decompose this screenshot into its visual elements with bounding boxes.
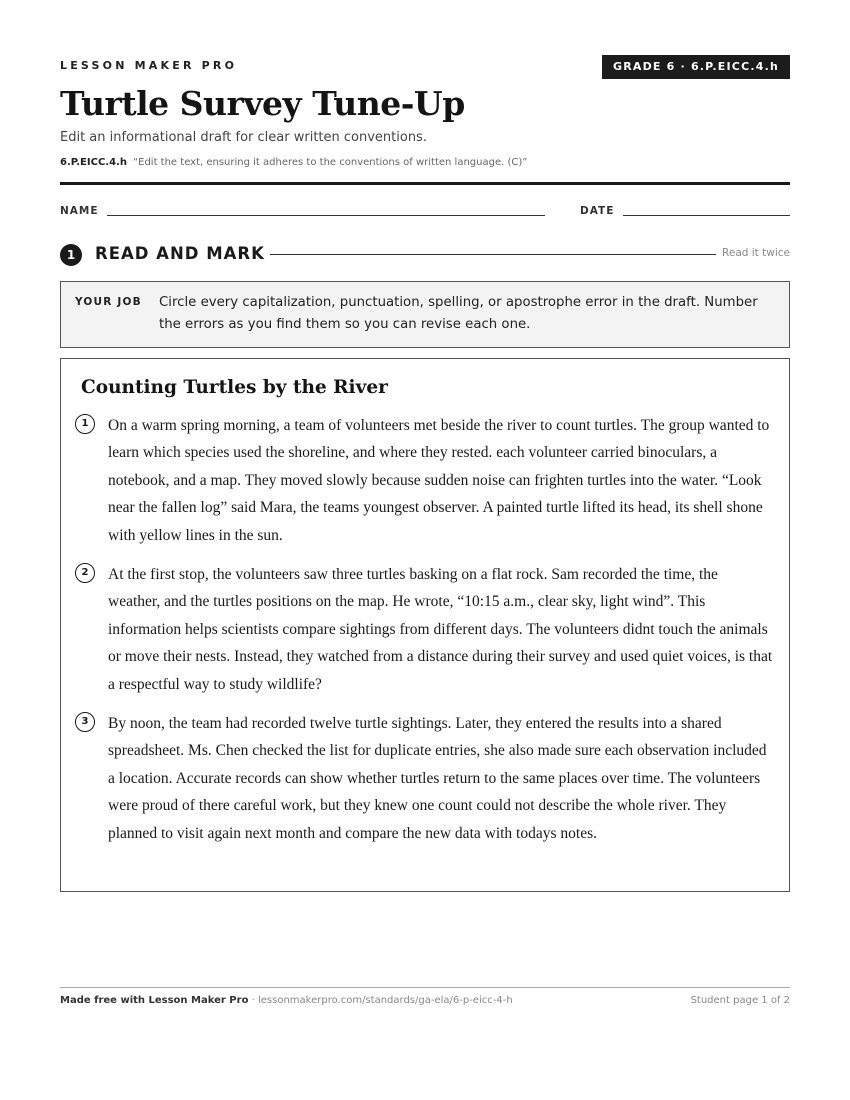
name-label: NAME — [60, 205, 99, 217]
brand-name: LESSON MAKER PRO — [60, 59, 238, 72]
date-label: DATE — [580, 205, 615, 217]
footer-divider — [60, 987, 790, 988]
section-note: Read it twice — [722, 247, 790, 259]
footer-brand: Made free with Lesson Maker Pro — [60, 995, 249, 1006]
draft-title: Counting Turtles by the River — [81, 377, 388, 398]
standard-text: “Edit the text, ensuring it adheres to the conventions of written language. (C)” — [132, 157, 528, 168]
draft-paragraph: By noon, the team had recorded twelve turtle sightings. Later, they entered the results into a shared spreadsheet. Ms. Chen checked the list for duplicate entries, she also made sure each observation included a location. Accurate records can show whether turtles return to the same places over time. The volunteers were proud of there careful work, but they knew one count could not describe the whole river. They planned to visit again next month and compare the new data with todays notes. — [108, 715, 767, 842]
worksheet-page — [60, 0, 790, 1100]
header-divider — [60, 182, 790, 185]
draft-paragraph: At the first stop, the volunteers saw three turtles basking on a flat rock. Sam recorded the time, the weather, and the turtles positions on the map. He wrote, “10:15 a.m., clear sky, light wind”. This information helps scientists compare sightings from different days. The volunteers didnt touch the animals or move their nests. Instead, they watched from a distance during their survey and used quiet voices, is that a respectful way to study wildlife? — [108, 566, 773, 693]
name-field[interactable] — [107, 215, 545, 216]
paragraph-number: 1 — [75, 414, 95, 434]
job-box — [60, 281, 790, 348]
page-title: Turtle Survey Tune-Up — [60, 84, 465, 123]
standard-code: 6.P.EICC.4.h — [60, 157, 127, 168]
section-rule — [270, 254, 716, 255]
section-title: READ AND MARK — [95, 244, 265, 263]
page-subtitle: Edit an informational draft for clear written conventions. — [60, 130, 427, 145]
job-instructions: Circle every capitalization, punctuation, spelling, or apostrophe error in the draft. Number the errors as you find them so you can revise each one. — [159, 295, 758, 332]
date-field[interactable] — [623, 215, 790, 216]
top-bar — [60, 55, 790, 79]
paragraph-number: 2 — [75, 563, 95, 583]
job-label: YOUR JOB — [75, 296, 142, 308]
paragraph-number: 3 — [75, 712, 95, 732]
draft-box — [60, 358, 790, 892]
grade-badge: GRADE 6 · 6.P.EICC.4.h — [602, 55, 790, 79]
footer-link[interactable]: · lessonmakerpro.com/standards/ga-ela/6-p-eicc-4-h — [248, 995, 513, 1006]
footer-credit — [60, 995, 513, 1006]
section-header — [60, 243, 790, 267]
section-number: 1 — [60, 244, 82, 266]
name-date-row — [60, 204, 790, 220]
standard-line — [60, 157, 527, 168]
draft-paragraph: On a warm spring morning, a team of volunteers met beside the river to count turtles. The group wanted to learn which species used the shoreline, and where they rested. each volunteer carried binoculars, a notebook, and a map. They moved slowly because sudden noise can frighten turtles into the water. “Look near the fallen log” said Mara, the teams youngest observer. A painted turtle lifted its head, its shell shone with yellow lines in the sun. — [108, 417, 770, 544]
page-indicator: Student page 1 of 2 — [690, 995, 790, 1006]
